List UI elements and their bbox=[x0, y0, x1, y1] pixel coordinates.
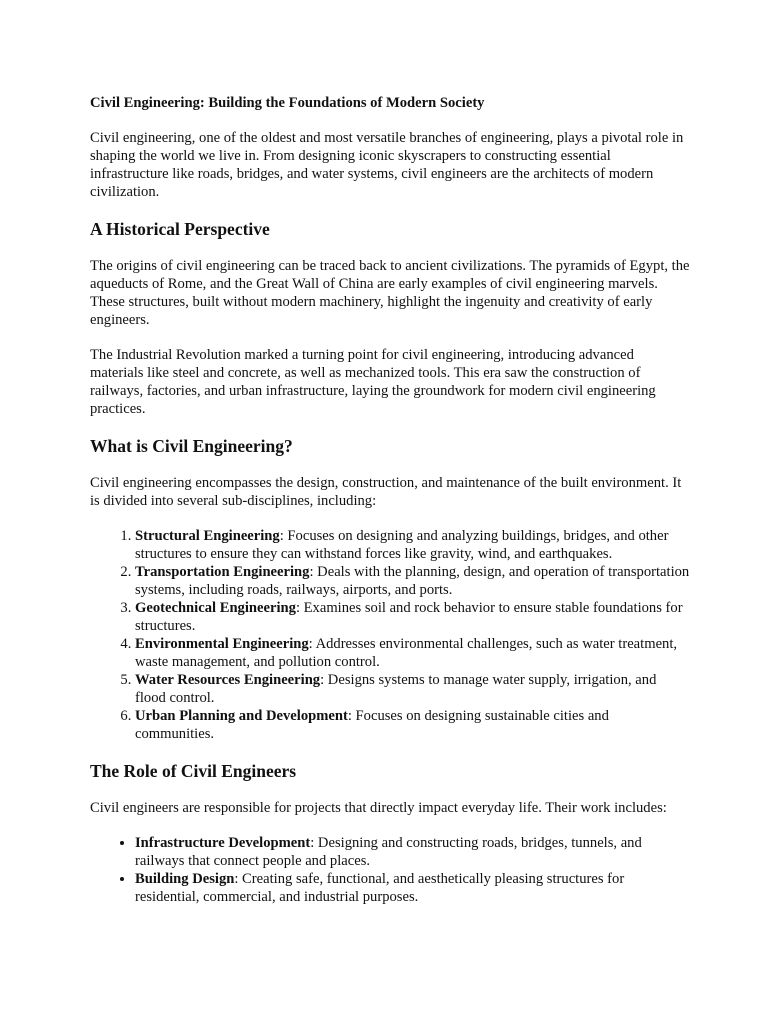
list-item-desc: : Designing and constructing roads, bridges, tunnels, and railways that connect people and places. bbox=[135, 835, 642, 869]
intro-paragraph: Civil engineering, one of the oldest and most versatile branches of engineering, plays a pivotal role in shaping the world we live in. From designing iconic skyscrapers to constructing essential infrastructure like roads, bridges, and water systems, civil engineers are the architects of modern civilization. bbox=[90, 130, 684, 200]
what-paragraph: Civil engineering encompasses the design, construction, and maintenance of the built environment. It is divided into several sub-disciplines, including: bbox=[90, 475, 682, 509]
list-item-term: Infrastructure Development bbox=[135, 835, 311, 851]
role-paragraph: Civil engineers are responsible for projects that directly impact everyday life. Their work includes: bbox=[90, 800, 667, 816]
heading-historical-perspective: A Historical Perspective bbox=[90, 219, 270, 239]
list-item-term: Urban Planning and Development bbox=[135, 708, 348, 724]
list-item-desc: : Focuses on designing and analyzing buildings, bridges, and other structures to ensure they can withstand forces like gravity, wind, and earthquakes. bbox=[135, 528, 669, 562]
list-item-term: Water Resources Engineering bbox=[135, 672, 321, 688]
list-item bbox=[135, 527, 690, 563]
list-item-desc: : Focuses on designing sustainable cities and communities. bbox=[135, 708, 609, 742]
list-item bbox=[135, 599, 690, 635]
list-item-term: Geotechnical Engineering bbox=[135, 600, 296, 616]
subdisciplines-list bbox=[90, 527, 690, 743]
document-title: Civil Engineering: Building the Foundations of Modern Society bbox=[90, 95, 485, 111]
list-item-desc: : Designs systems to manage water supply, irrigation, and flood control. bbox=[135, 672, 657, 706]
list-item bbox=[135, 834, 690, 870]
list-item-term: Structural Engineering bbox=[135, 528, 280, 544]
history-paragraph-1: The origins of civil engineering can be traced back to ancient civilizations. The pyramids of Egypt, the aqueducts of Rome, and the Great Wall of China are early examples of civil engineering marvels. These structures, built without modern machinery, highlight the ingenuity and creativity of early engineers. bbox=[90, 258, 690, 328]
list-item bbox=[135, 870, 690, 906]
list-item-term: Environmental Engineering bbox=[135, 636, 309, 652]
list-item bbox=[135, 707, 690, 743]
list-item-term: Transportation Engineering bbox=[135, 564, 310, 580]
history-paragraph-2: The Industrial Revolution marked a turning point for civil engineering, introducing advanced materials like steel and concrete, as well as mechanized tools. This era saw the construction of railways, factories, and urban infrastructure, laying the groundwork for modern civil engineering practices. bbox=[90, 347, 656, 417]
list-item-desc: : Deals with the planning, design, and operation of transportation systems, including roads, railways, airports, and ports. bbox=[135, 564, 690, 598]
list-item-desc: : Examines soil and rock behavior to ensure stable foundations for structures. bbox=[135, 600, 683, 634]
list-item-term: Building Design bbox=[135, 871, 235, 887]
list-item bbox=[135, 563, 690, 599]
document-page bbox=[90, 94, 690, 906]
role-list bbox=[90, 834, 690, 906]
list-item-desc: : Addresses environmental challenges, such as water treatment, waste management, and pollution control. bbox=[135, 636, 678, 670]
list-item bbox=[135, 671, 690, 707]
list-item bbox=[135, 635, 690, 671]
heading-what-is-civil-engineering: What is Civil Engineering? bbox=[90, 436, 293, 456]
heading-role-of-civil-engineers: The Role of Civil Engineers bbox=[90, 761, 297, 781]
list-item-desc: : Creating safe, functional, and aesthetically pleasing structures for residential, commercial, and industrial purposes. bbox=[135, 871, 625, 905]
